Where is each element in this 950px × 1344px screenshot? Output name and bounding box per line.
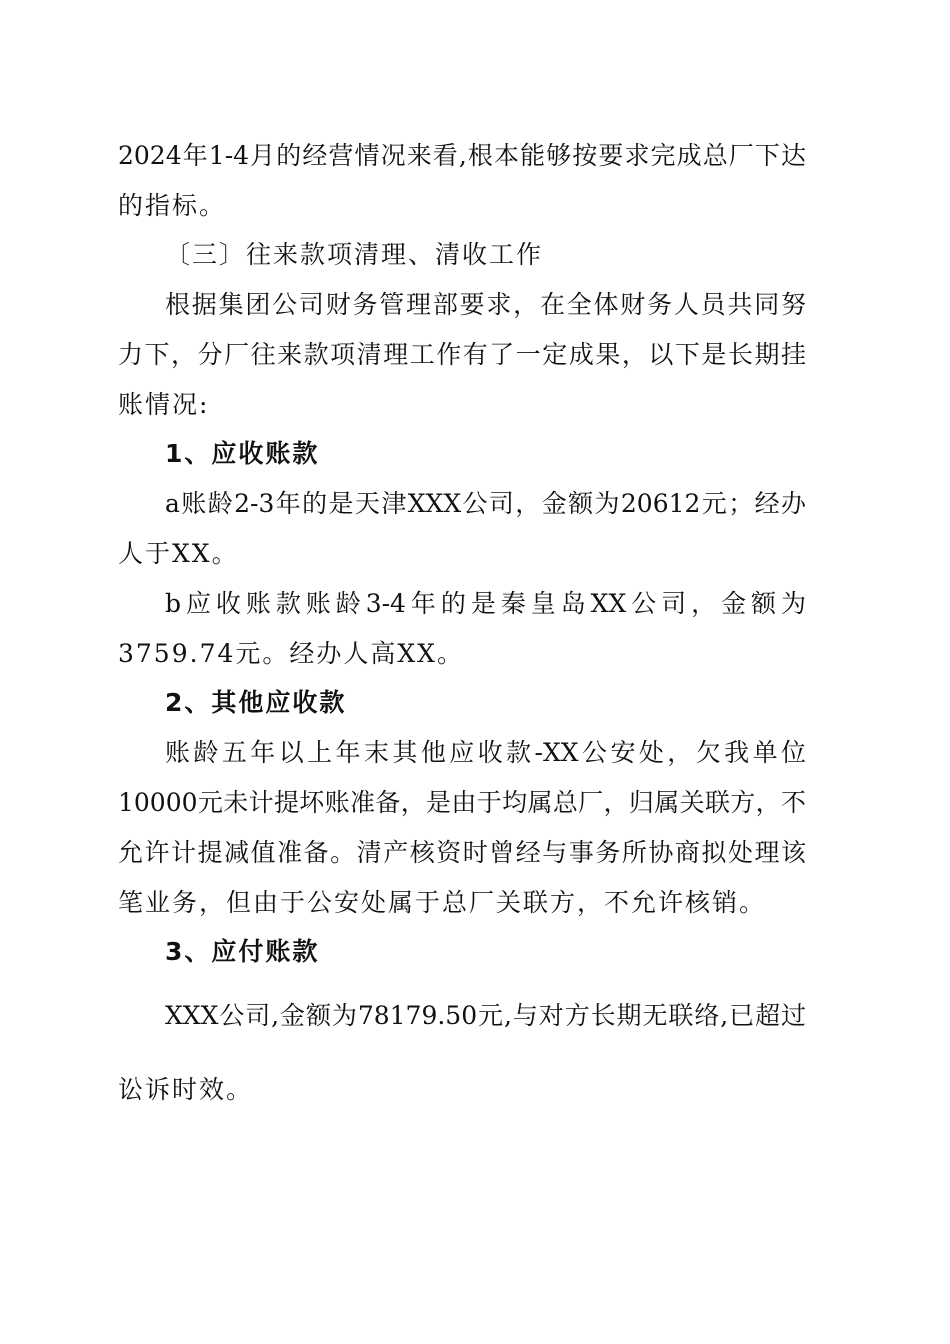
subheading-receivables: 1、应收账款 — [165, 439, 320, 468]
body-text-line: 10000元未计提坏账准备，是由于均属总厂，归属关联方，不 — [118, 788, 806, 817]
subheading-payables: 3、应付账款 — [165, 937, 320, 966]
body-text-line: XXX公司,金额为78179.50元,与对方长期无联络,已超过 — [165, 1001, 806, 1030]
body-text-line: 允许计提减值准备。清产核资时曾经与事务所协商拟处理该 — [118, 838, 806, 867]
body-text-line: 的指标。 — [118, 191, 227, 220]
body-text-line: 根据集团公司财务管理部要求，在全体财务人员共同努 — [165, 290, 806, 319]
body-text-line: 力下，分厂往来款项清理工作有了一定成果，以下是长期挂 — [118, 340, 806, 369]
section-heading: 〔三〕往来款项清理、清收工作 — [165, 240, 544, 269]
subheading-other-receivables: 2、其他应收款 — [165, 688, 347, 717]
body-text-line: a账龄2-3年的是天津XXX公司，金额为20612元；经办 — [165, 489, 806, 518]
body-text-line: 人于XX。 — [118, 539, 239, 568]
body-text-line: 3759.74元。经办人高XX。 — [118, 639, 464, 668]
body-text-line: 2024年1-4月的经营情况来看,根本能够按要求完成总厂下达 — [118, 141, 806, 170]
body-text-line: 讼诉时效。 — [118, 1075, 254, 1104]
body-text-line: 账龄五年以上年末其他应收款-XX公安处，欠我单位 — [165, 738, 806, 767]
body-text-line: 笔业务，但由于公安处属于总厂关联方，不允许核销。 — [118, 888, 767, 917]
body-text-line: b应收账款账龄3-4年的是秦皇岛XX公司，金额为 — [165, 589, 806, 618]
body-text-line: 账情况: — [118, 390, 210, 419]
